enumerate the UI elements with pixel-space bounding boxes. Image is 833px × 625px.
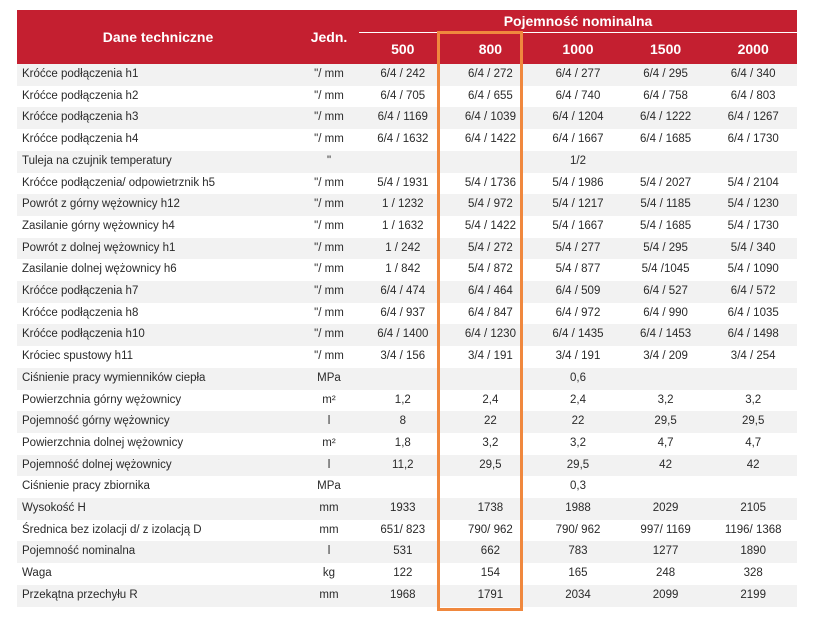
cell-capacity-2000: 2105 [709,498,797,520]
header-nominal-capacity: Pojemność nominalna [359,10,797,33]
table-row [17,520,797,542]
row-unit: "/ mm [299,129,359,151]
cell-capacity-2000: 5/4 / 1230 [709,194,797,216]
cell-capacity-1000: 2034 [534,585,622,607]
row-label: Powrót z dolnej wężownicy h1 [17,238,299,260]
row-unit: " [299,151,359,173]
table-row [17,324,797,346]
cell-capacity-2000: 328 [709,563,797,585]
row-shared-value: 0,3 [359,476,797,498]
cell-capacity-500: 6/4 / 705 [359,86,447,108]
cell-capacity-2000: 6/4 / 340 [709,64,797,86]
cell-capacity-1000: 22 [534,411,622,433]
cell-capacity-1000: 783 [534,541,622,563]
row-label: Króćce podłączenia h2 [17,86,299,108]
row-label: Króćce podłączenia h3 [17,107,299,129]
cell-capacity-1500: 5/4 /1045 [622,259,710,281]
cell-capacity-2000: 2199 [709,585,797,607]
row-label: Waga [17,563,299,585]
row-unit: "/ mm [299,173,359,195]
row-label: Króćce podłączenia h8 [17,303,299,325]
table-row [17,86,797,108]
cell-capacity-1000: 5/4 / 1667 [534,216,622,238]
row-unit: l [299,541,359,563]
row-label: Pojemność dolnej wężownicy [17,455,299,477]
cell-capacity-2000: 3/4 / 254 [709,346,797,368]
table-row [17,259,797,281]
cell-capacity-1000: 1988 [534,498,622,520]
cell-capacity-2000: 6/4 / 1498 [709,324,797,346]
cell-capacity-500: 531 [359,541,447,563]
cell-capacity-2000: 6/4 / 572 [709,281,797,303]
row-label: Średnica bez izolacji d/ z izolacją D [17,520,299,542]
cell-capacity-1000: 6/4 / 1204 [534,107,622,129]
technical-data-table [17,10,797,607]
cell-capacity-800: 5/4 / 272 [447,238,535,260]
cell-capacity-1500: 1277 [622,541,710,563]
row-unit: l [299,411,359,433]
table-row [17,303,797,325]
row-unit: MPa [299,368,359,390]
cell-capacity-500: 1968 [359,585,447,607]
row-unit: m² [299,390,359,412]
cell-capacity-1500: 2099 [622,585,710,607]
cell-capacity-800: 6/4 / 1422 [447,129,535,151]
cell-capacity-1000: 2,4 [534,390,622,412]
row-shared-value: 0,6 [359,368,797,390]
cell-capacity-500: 6/4 / 474 [359,281,447,303]
row-label: Tuleja na czujnik temperatury [17,151,299,173]
cell-capacity-800: 1791 [447,585,535,607]
row-unit: "/ mm [299,303,359,325]
row-unit: "/ mm [299,238,359,260]
row-label: Ciśnienie pracy zbiornika [17,476,299,498]
cell-capacity-1500: 248 [622,563,710,585]
table-row [17,194,797,216]
row-label: Pojemność górny wężownicy [17,411,299,433]
cell-capacity-800: 22 [447,411,535,433]
header-capacity-800: 800 [447,33,535,65]
table-row [17,107,797,129]
cell-capacity-800: 6/4 / 1230 [447,324,535,346]
cell-capacity-800: 6/4 / 1039 [447,107,535,129]
row-label: Wysokość H [17,498,299,520]
cell-capacity-2000: 5/4 / 1730 [709,216,797,238]
table-row [17,433,797,455]
cell-capacity-1500: 997/ 1169 [622,520,710,542]
cell-capacity-1000: 5/4 / 277 [534,238,622,260]
cell-capacity-2000: 3,2 [709,390,797,412]
cell-capacity-1000: 3,2 [534,433,622,455]
table-row [17,281,797,303]
table-body [17,64,797,607]
cell-capacity-2000: 6/4 / 1035 [709,303,797,325]
row-label: Króćce podłączenia h7 [17,281,299,303]
cell-capacity-1500: 3/4 / 209 [622,346,710,368]
table-row [17,346,797,368]
cell-capacity-800: 3,2 [447,433,535,455]
cell-capacity-2000: 5/4 / 1090 [709,259,797,281]
table-row [17,585,797,607]
cell-capacity-1500: 6/4 / 1453 [622,324,710,346]
table-row [17,173,797,195]
row-unit: m² [299,433,359,455]
header-technical-data: Dane techniczne [17,10,299,64]
cell-capacity-1500: 6/4 / 1222 [622,107,710,129]
row-label: Króćce podłączenia h1 [17,64,299,86]
cell-capacity-500: 1 / 1232 [359,194,447,216]
table-header [17,10,797,64]
row-label: Króciec spustowy h11 [17,346,299,368]
cell-capacity-1000: 6/4 / 972 [534,303,622,325]
cell-capacity-800: 5/4 / 972 [447,194,535,216]
header-unit: Jedn. [299,10,359,64]
row-unit: "/ mm [299,324,359,346]
row-unit: mm [299,498,359,520]
row-label: Ciśnienie pracy wymienników ciepła [17,368,299,390]
cell-capacity-800: 5/4 / 872 [447,259,535,281]
row-label: Powierzchnia górny wężownicy [17,390,299,412]
row-unit: MPa [299,476,359,498]
table-row [17,455,797,477]
cell-capacity-500: 5/4 / 1931 [359,173,447,195]
table-row [17,563,797,585]
cell-capacity-800: 6/4 / 272 [447,64,535,86]
cell-capacity-800: 5/4 / 1736 [447,173,535,195]
cell-capacity-500: 3/4 / 156 [359,346,447,368]
cell-capacity-1500: 2029 [622,498,710,520]
cell-capacity-2000: 29,5 [709,411,797,433]
table-row [17,498,797,520]
table-row [17,476,797,498]
cell-capacity-2000: 6/4 / 1730 [709,129,797,151]
cell-capacity-500: 6/4 / 1169 [359,107,447,129]
row-unit: mm [299,520,359,542]
cell-capacity-800: 29,5 [447,455,535,477]
cell-capacity-500: 6/4 / 1632 [359,129,447,151]
cell-capacity-1000: 5/4 / 1217 [534,194,622,216]
header-capacity-500: 500 [359,33,447,65]
row-unit: "/ mm [299,194,359,216]
row-unit: "/ mm [299,107,359,129]
table-row [17,151,797,173]
cell-capacity-800: 5/4 / 1422 [447,216,535,238]
cell-capacity-1000: 6/4 / 509 [534,281,622,303]
row-unit: "/ mm [299,64,359,86]
cell-capacity-1500: 4,7 [622,433,710,455]
cell-capacity-2000: 5/4 / 340 [709,238,797,260]
cell-capacity-1500: 5/4 / 1185 [622,194,710,216]
cell-capacity-800: 6/4 / 464 [447,281,535,303]
cell-capacity-1000: 6/4 / 277 [534,64,622,86]
cell-capacity-1500: 6/4 / 758 [622,86,710,108]
cell-capacity-1500: 5/4 / 1685 [622,216,710,238]
table-row [17,216,797,238]
row-label: Przekątna przechyłu R [17,585,299,607]
row-label: Króćce podłączenia/ odpowietrznik h5 [17,173,299,195]
cell-capacity-800: 790/ 962 [447,520,535,542]
cell-capacity-800: 6/4 / 655 [447,86,535,108]
cell-capacity-500: 6/4 / 242 [359,64,447,86]
cell-capacity-500: 1,8 [359,433,447,455]
table-row [17,541,797,563]
cell-capacity-800: 6/4 / 847 [447,303,535,325]
row-unit: "/ mm [299,216,359,238]
cell-capacity-2000: 1196/ 1368 [709,520,797,542]
cell-capacity-800: 662 [447,541,535,563]
cell-capacity-1500: 6/4 / 1685 [622,129,710,151]
cell-capacity-2000: 42 [709,455,797,477]
cell-capacity-500: 1 / 242 [359,238,447,260]
table-row [17,390,797,412]
cell-capacity-1500: 29,5 [622,411,710,433]
row-label: Pojemność nominalna [17,541,299,563]
cell-capacity-2000: 6/4 / 1267 [709,107,797,129]
cell-capacity-1500: 3,2 [622,390,710,412]
cell-capacity-2000: 6/4 / 803 [709,86,797,108]
table-row [17,368,797,390]
cell-capacity-800: 1738 [447,498,535,520]
row-unit: "/ mm [299,86,359,108]
cell-capacity-1000: 5/4 / 1986 [534,173,622,195]
cell-capacity-800: 3/4 / 191 [447,346,535,368]
cell-capacity-800: 154 [447,563,535,585]
row-label: Zasilanie górny wężownicy h4 [17,216,299,238]
row-unit: l [299,455,359,477]
row-label: Zasilanie dolnej wężownicy h6 [17,259,299,281]
row-label: Powierzchnia dolnej wężownicy [17,433,299,455]
cell-capacity-500: 1933 [359,498,447,520]
row-unit: "/ mm [299,281,359,303]
cell-capacity-500: 8 [359,411,447,433]
cell-capacity-1500: 5/4 / 295 [622,238,710,260]
cell-capacity-1500: 6/4 / 527 [622,281,710,303]
row-label: Powrót z górny wężownicy h12 [17,194,299,216]
cell-capacity-500: 6/4 / 937 [359,303,447,325]
cell-capacity-1000: 790/ 962 [534,520,622,542]
header-capacity-1500: 1500 [622,33,710,65]
cell-capacity-500: 122 [359,563,447,585]
cell-capacity-1000: 29,5 [534,455,622,477]
header-capacity-2000: 2000 [709,33,797,65]
cell-capacity-1000: 6/4 / 740 [534,86,622,108]
cell-capacity-2000: 5/4 / 2104 [709,173,797,195]
cell-capacity-1000: 6/4 / 1435 [534,324,622,346]
cell-capacity-500: 1 / 842 [359,259,447,281]
cell-capacity-2000: 1890 [709,541,797,563]
row-label: Króćce podłączenia h10 [17,324,299,346]
table-row [17,411,797,433]
cell-capacity-1000: 165 [534,563,622,585]
cell-capacity-500: 1,2 [359,390,447,412]
cell-capacity-1000: 5/4 / 877 [534,259,622,281]
cell-capacity-1500: 5/4 / 2027 [622,173,710,195]
row-shared-value: 1/2 [359,151,797,173]
table-row [17,64,797,86]
row-unit: "/ mm [299,259,359,281]
cell-capacity-1500: 42 [622,455,710,477]
cell-capacity-2000: 4,7 [709,433,797,455]
cell-capacity-500: 6/4 / 1400 [359,324,447,346]
cell-capacity-1000: 6/4 / 1667 [534,129,622,151]
row-unit: mm [299,585,359,607]
cell-capacity-500: 651/ 823 [359,520,447,542]
header-capacity-1000: 1000 [534,33,622,65]
row-unit: "/ mm [299,346,359,368]
row-label: Króćce podłączenia h4 [17,129,299,151]
cell-capacity-500: 1 / 1632 [359,216,447,238]
cell-capacity-1000: 3/4 / 191 [534,346,622,368]
row-unit: kg [299,563,359,585]
cell-capacity-800: 2,4 [447,390,535,412]
technical-data-table-wrapper [17,10,797,607]
cell-capacity-1500: 6/4 / 990 [622,303,710,325]
cell-capacity-500: 11,2 [359,455,447,477]
table-row [17,129,797,151]
cell-capacity-1500: 6/4 / 295 [622,64,710,86]
table-row [17,238,797,260]
